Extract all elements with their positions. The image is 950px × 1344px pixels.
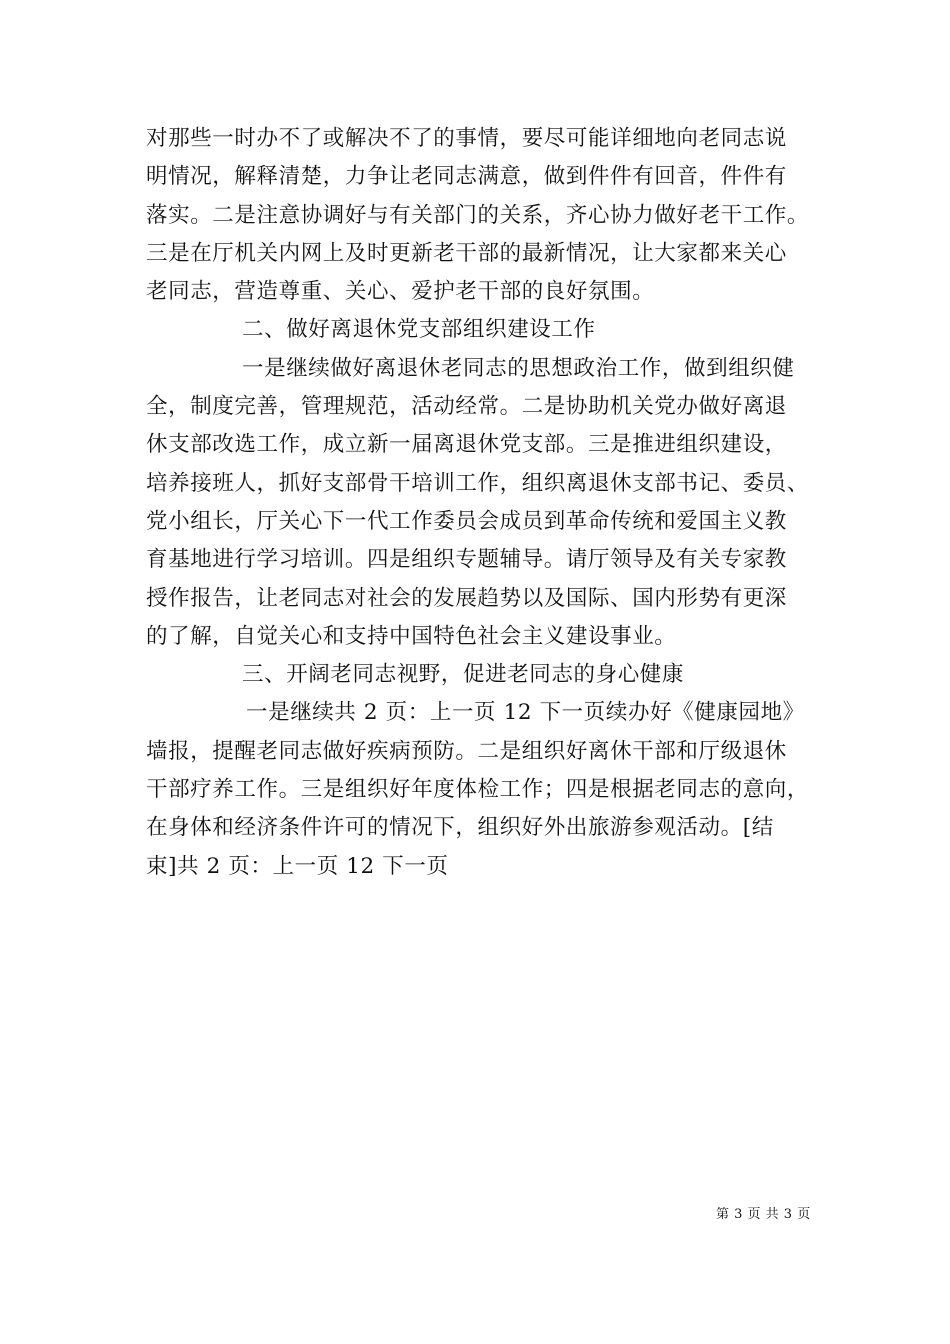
section-heading-3: 三、开阔老同志视野，促进老同志的身心健康 [242,662,685,688]
text-line: 休支部改选工作，成立新一届离退休党支部。三是推进组织建设， [146,432,787,458]
text-line: 全，制度完善，管理规范，活动经常。二是协助机关党办做好离退 [146,394,787,420]
text-line: 育基地进行学习培训。四是组织专题辅导。请厅领导及有关专家教 [146,547,787,573]
page-number-footer: 第 3 页 共 3 页 [716,1207,811,1222]
text-line: 老同志，营造尊重、关心、爱护老干部的良好氛围。 [146,279,655,305]
text-line: 在身体和经济条件许可的情况下，组织好外出旅游参观活动。[结 [146,815,774,841]
text-line: 对那些一时办不了或解决不了的事情，要尽可能详细地向老同志说 [146,126,787,151]
text-line: 干部疗养工作。三是组织好年度体检工作；四是根据老同志的意向， [146,777,810,803]
section-heading-2: 二、做好离退休党支部组织建设工作 [242,317,596,343]
text-line: 墙报，提醒老同志做好疾病预防。二是组织好离休干部和厅级退休 [146,738,787,764]
text-line: 授作报告，让老同志对社会的发展趋势以及国际、国内形势有更深 [146,585,787,611]
document-body [146,120,826,886]
text-line: 培养接班人，抓好支部骨干培训工作，组织离退休支部书记、委员、 [146,470,810,496]
text-line: 落实。二是注意协调好与有关部门的关系，齐心协力做好老干工作。 [146,202,810,228]
text-line: 一是继续共 2 页：上一页 12 下一页续办好《健康园地》 [246,700,805,726]
text-line: 明情况，解释清楚，力争让老同志满意，做到件件有回音，件件有 [146,164,787,190]
text-line: 党小组长，厅关心下一代工作委员会成员到革命传统和爱国主义教 [146,508,787,534]
text-line: 束]共 2 页：上一页 12 下一页 [146,853,449,879]
text-line: 三是在厅机关内网上及时更新老干部的最新情况，让大家都来关心 [146,240,787,266]
text-line: 的了解，自觉关心和支持中国特色社会主义建设事业。 [146,623,677,649]
text-line: 一是继续做好离退休老同志的思想政治工作，做到组织健 [242,355,795,381]
